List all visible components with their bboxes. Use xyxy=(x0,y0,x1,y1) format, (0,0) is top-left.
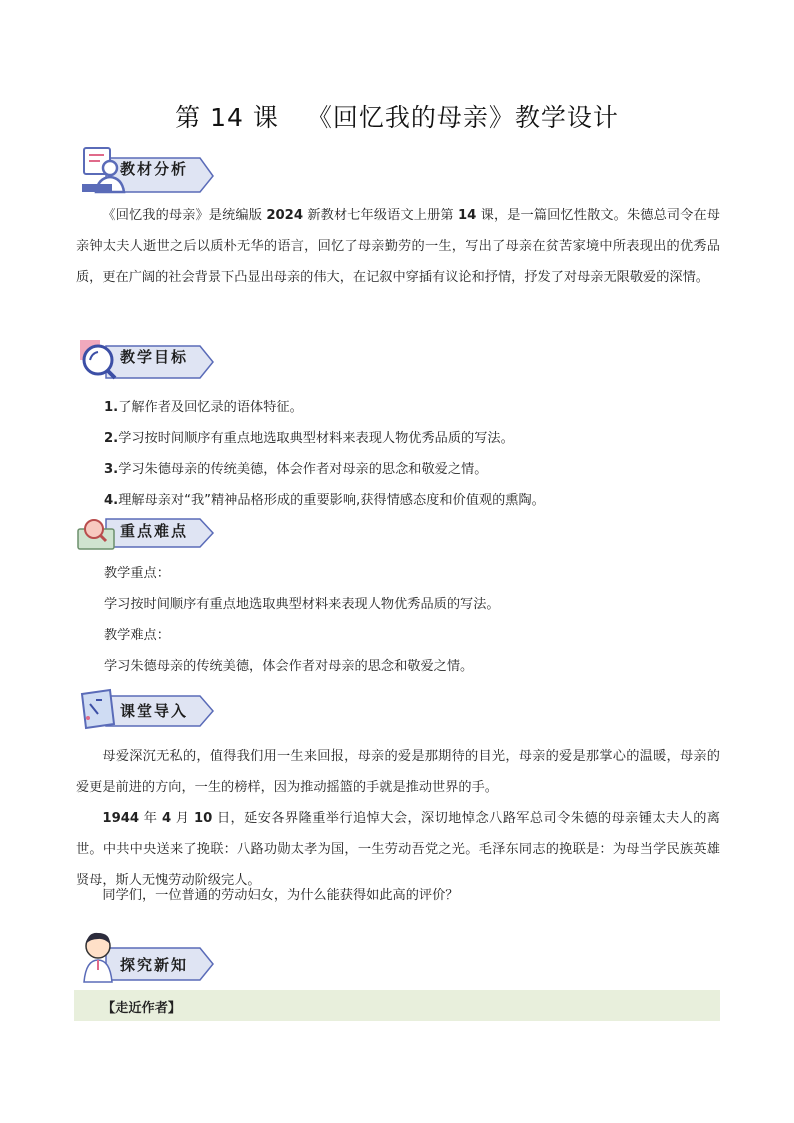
section-label: 教材分析 xyxy=(120,160,189,178)
goal-item-1: 1.了解作者及回忆录的语体特征。 xyxy=(104,400,303,415)
difficulty-text: 学习朱德母亲的传统美德，体会作者对母亲的思念和敬爱之情。 xyxy=(104,659,474,674)
section-header-goals xyxy=(76,338,216,384)
section-header-explore xyxy=(76,930,216,976)
difficulty-label: 教学难点： xyxy=(104,628,170,643)
goal-item-2: 2.学习按时间顺序有重点地选取典型材料来表现人物优秀品质的写法。 xyxy=(104,431,514,446)
section-header-keypoints xyxy=(76,515,216,561)
goal-item-4: 4.理解母亲对“我”精神品格形成的重要影响,获得情感态度和价值观的熏陶。 xyxy=(104,493,545,508)
focus-text: 学习按时间顺序有重点地选取典型材料来表现人物优秀品质的写法。 xyxy=(104,597,500,612)
goal-item-3: 3.学习朱德母亲的传统美德，体会作者对母亲的思念和敬爱之情。 xyxy=(104,462,488,477)
intro-paragraph-2: 1944 年 4 月 10 日，延安各界隆重举行追悼大会，深切地悼念八路军总司令朱德的母亲锺太夫人的离世。中共中央送来了挽联：八路功勋太孝为国，一生劳动吾党之光。毛泽东同志的挽联是：为母当学民族英雄贤母，斯人无愧劳动阶级完人。 xyxy=(76,811,720,888)
author-section-band xyxy=(74,990,720,1021)
intro-paragraph-3: 同学们，一位普通的劳动妇女，为什么能获得如此高的评价？ xyxy=(102,888,459,903)
section-header-analysis xyxy=(76,146,216,192)
lesson-name: 《回忆我的母亲》教学设计 xyxy=(306,103,619,132)
section-label: 教学目标 xyxy=(120,348,189,366)
section-label: 探究新知 xyxy=(120,956,189,974)
focus-label: 教学重点： xyxy=(104,566,170,581)
paper-icon xyxy=(82,690,114,728)
analysis-paragraph: 《回忆我的母亲》是统编版 2024 新教材七年级语文上册第 14 课，是一篇回忆性散文。朱德总司令在母亲钟太夫人逝世之后以质朴无华的语言，回忆了母亲勤劳的一生，写出了母亲在贫苦家境中所表现出的优秀品质，更在广阔的社会背景下凸显出母亲的伟大，在记叙中穿插有议论和抒情，抒发了对母亲无限敬爱的深情。 xyxy=(76,208,720,285)
intro-paragraph-1: 母爱深沉无私的，值得我们用一生来回报，母亲的爱是那期待的目光，母亲的爱是那掌心的温暖，母亲的爱更是前进的方向，一生的榜样，因为推动摇篮的手就是推动世界的手。 xyxy=(76,749,720,795)
page-title xyxy=(0,98,794,134)
teacher-board-icon xyxy=(82,148,124,192)
section-label: 重点难点 xyxy=(120,522,189,540)
section-label: 课堂导入 xyxy=(120,702,189,720)
author-section-title: 【走近作者】 xyxy=(102,1001,182,1016)
lesson-number: 第 14 课 xyxy=(175,103,279,132)
section-header-intro xyxy=(76,688,216,734)
